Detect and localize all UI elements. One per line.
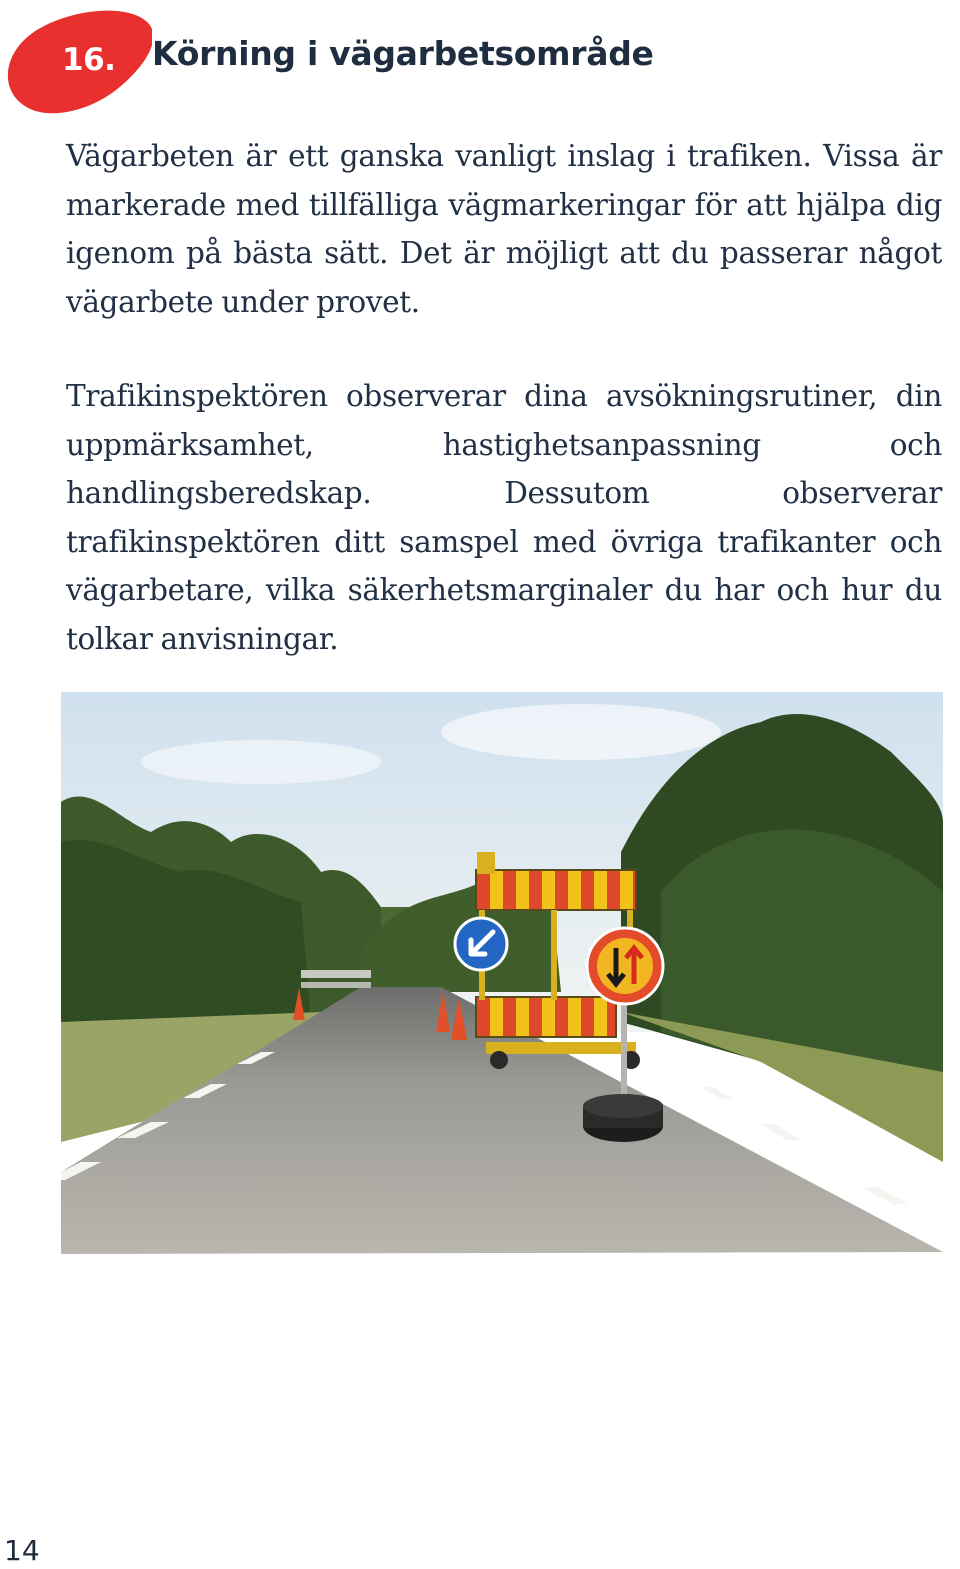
section-number: 16. xyxy=(62,42,116,78)
section-badge xyxy=(4,6,152,118)
paragraph-observation: Trafikinspektören observerar dina avsökningsrutiner, din uppmärksamhet, hastighetsanpassning och handlingsberedskap. Dessutom observerar trafikinspektören ditt samspel med övriga trafikanter och vägarbetare, vilka säkerhetsmarginaler du har och hur du tolkar anvisningar. xyxy=(66,379,942,656)
road-work-zone-photo xyxy=(61,692,943,1254)
section-title: Körning i vägarbetsområde xyxy=(152,34,654,73)
photo-illustration xyxy=(61,692,943,1254)
paragraph-intro: Vägarbeten är ett ganska vanligt inslag i trafiken. Vissa är markerade med tillfälliga vägmarkeringar för att hjälpa dig igenom på bästa sätt. Det är möjligt att du passerar något vägarbete under provet. xyxy=(66,139,942,319)
page-number: 14 xyxy=(4,1534,40,1567)
